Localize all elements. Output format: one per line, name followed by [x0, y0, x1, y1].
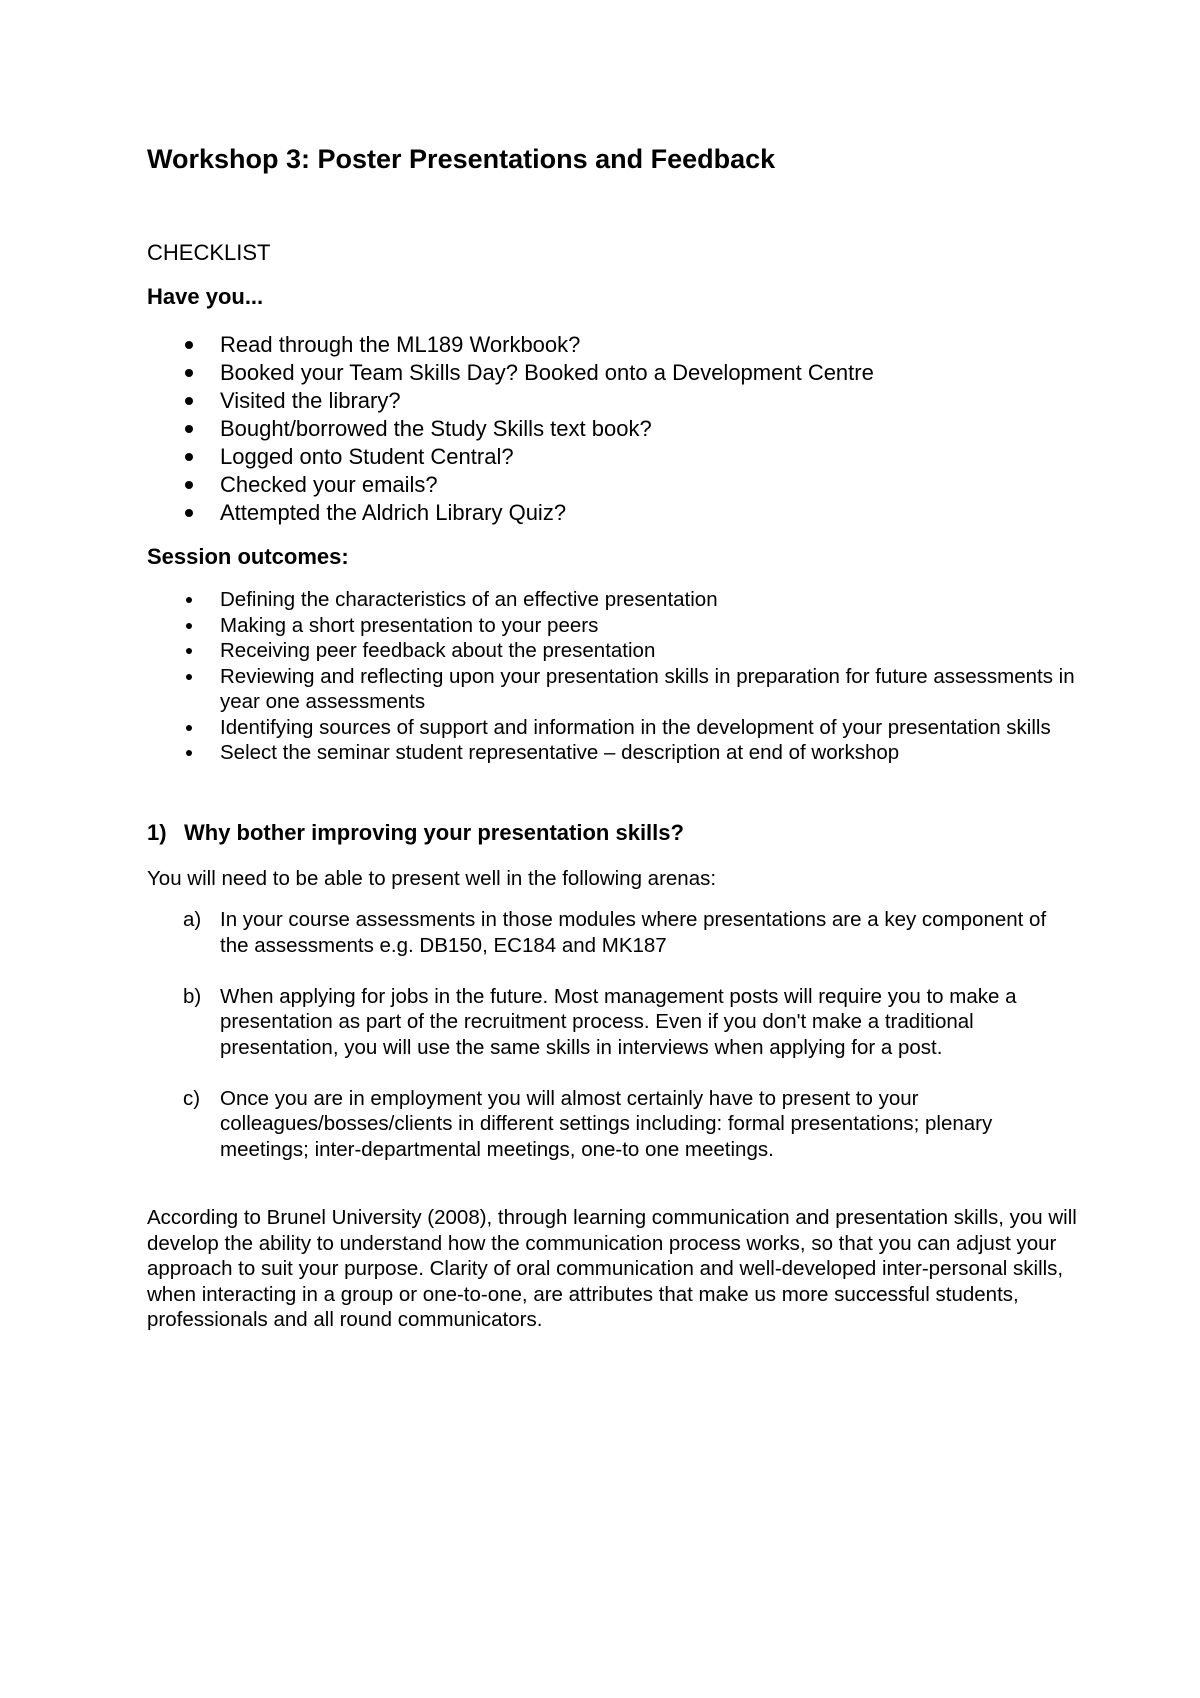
- checklist-item: Checked your emails?: [147, 471, 1077, 499]
- bullet-icon: [185, 453, 193, 461]
- checklist-item: Bought/borrowed the Study Skills text book?: [147, 415, 1077, 443]
- outcome-item: Identifying sources of support and information in the development of your presentation skills: [147, 715, 1077, 741]
- intro-paragraph: You will need to be able to present well in the following arenas:: [147, 867, 717, 890]
- checklist-heading: CHECKLIST: [147, 240, 271, 265]
- list-marker: c): [183, 1086, 201, 1110]
- closing-paragraph: According to Brunel University (2008), through learning communication and presentation skills, you will develop the ability to understand how the communication process works, so that you can adjust your approach to suit your purpose. Clarity of oral communication and well-developed inter-personal skills, when interacting in a group or one-to-one, are attributes that make us more successful students, professionals and all round communicators.: [147, 1206, 1077, 1331]
- outcome-item: Select the seminar student representative – description at end of workshop: [147, 740, 1077, 766]
- checklist-item: Booked your Team Skills Day? Booked onto a Development Centre: [147, 359, 1077, 387]
- arenas-list: [147, 907, 1077, 1188]
- checklist-item: Attempted the Aldrich Library Quiz?: [147, 499, 1077, 527]
- have-you-heading: Have you...: [147, 284, 264, 309]
- section-title: Why bother improving your presentation skills?: [184, 820, 684, 845]
- arena-item: a) In your course assessments in those modules where presentations are a key component of the assessments e.g. DB150, EC184 and MK187: [183, 908, 1047, 957]
- checklist-item: Visited the library?: [147, 387, 1077, 415]
- bullet-icon: [185, 425, 193, 433]
- outcome-item: Making a short presentation to your peers: [147, 613, 1077, 639]
- section-heading: [147, 820, 684, 846]
- checklist-list: [147, 331, 1077, 527]
- bullet-icon: [185, 341, 193, 349]
- list-marker: a): [183, 908, 202, 931]
- bullet-icon: [186, 648, 192, 654]
- bullet-icon: [186, 623, 192, 629]
- arena-item: c) Once you are in employment you will almost certainly have to present to your colleagues/bosses/clients in different settings including: formal presentations; plenary meetings; inter-departmental meetings, one-to one meetings.: [183, 1086, 993, 1161]
- bullet-icon: [185, 397, 193, 405]
- section-number: 1): [147, 820, 167, 845]
- outcome-item: Defining the characteristics of an effective presentation: [147, 587, 1077, 613]
- bullet-icon: [186, 597, 192, 603]
- bullet-icon: [185, 369, 193, 377]
- bullet-icon: [185, 481, 193, 489]
- list-marker: b): [183, 984, 202, 1008]
- page-title: Workshop 3: Poster Presentations and Feedback: [147, 144, 776, 174]
- checklist-item: Read through the ML189 Workbook?: [147, 331, 1077, 359]
- checklist-item: Logged onto Student Central?: [147, 443, 1077, 471]
- outcomes-list: [147, 587, 1077, 766]
- arena-item: b) When applying for jobs in the future. Most management posts will require you to make a presentation as part of the recruitment process. Even if you don't make a traditional presentation, you will use the same skills in interviews when applying for a post.: [183, 984, 1017, 1059]
- bullet-icon: [186, 674, 192, 680]
- bullet-icon: [186, 750, 192, 756]
- bullet-icon: [186, 725, 192, 731]
- bullet-icon: [185, 509, 193, 517]
- outcome-item: Reviewing and reflecting upon your presentation skills in preparation for future assessments in year one assessments: [147, 664, 1077, 715]
- outcome-item: Receiving peer feedback about the presentation: [147, 638, 1077, 664]
- session-outcomes-heading: Session outcomes:: [147, 544, 349, 569]
